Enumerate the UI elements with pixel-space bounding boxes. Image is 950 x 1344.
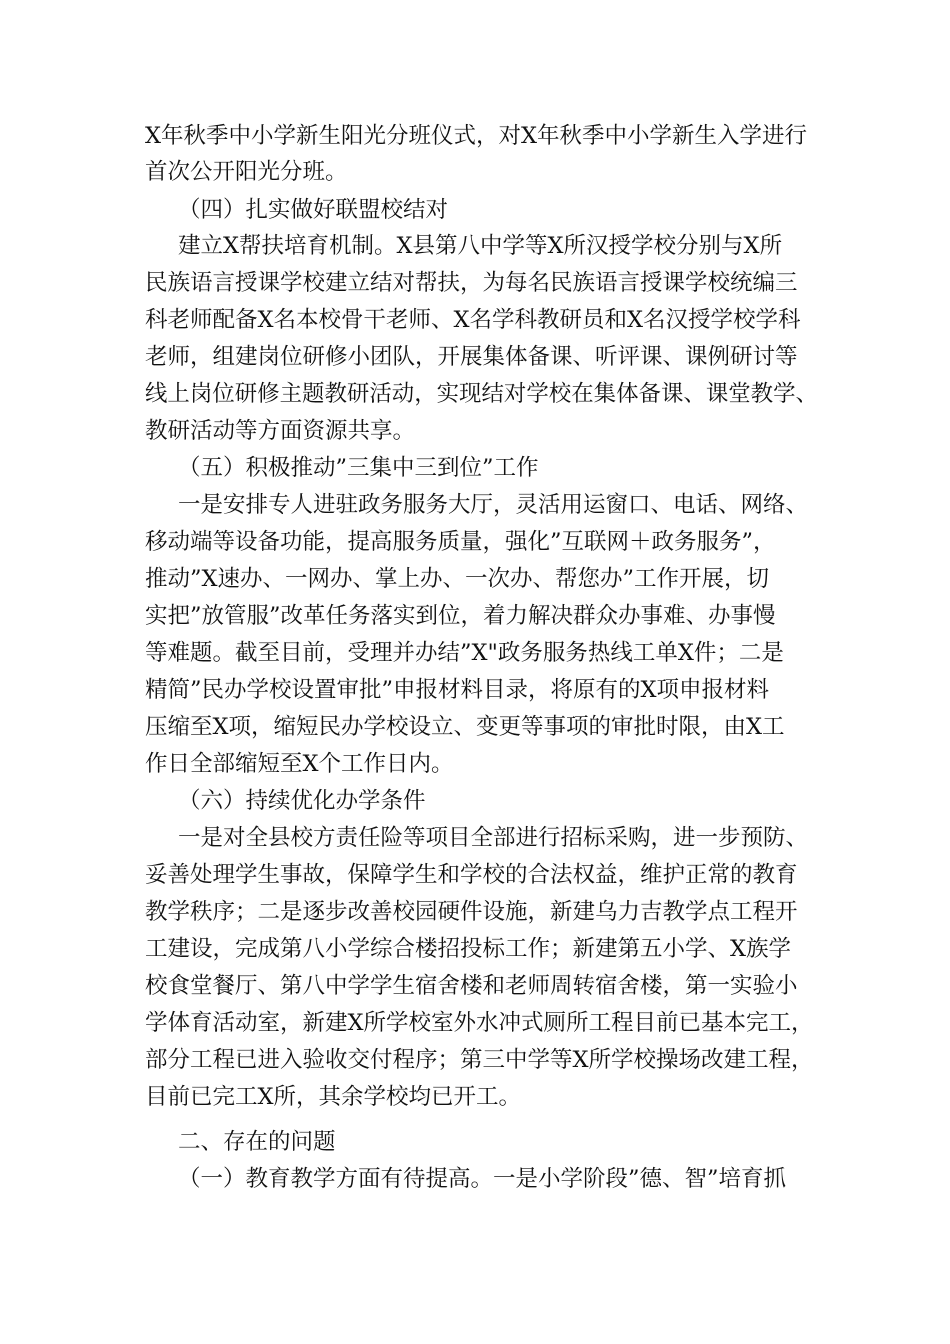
paragraph-line: 一是对全县校方责任险等项目全部进行招标采购，进一步预防、 xyxy=(178,825,809,851)
paragraph-line: 学体育活动室，新建X所学校室外水冲式厕所工程目前已基本完工， xyxy=(145,1010,814,1036)
chapter-heading: 二、存在的问题 xyxy=(178,1129,336,1155)
paragraph-line: 首次公开阳光分班。 xyxy=(145,159,348,185)
paragraph-line: X年秋季中小学新生阳光分班仪式，对X年秋季中小学新生入学进行 xyxy=(145,123,808,149)
paragraph-line: 校食堂餐厅、第八中学学生宿舍楼和老师周转宿舍楼，第一实验小 xyxy=(145,973,798,999)
paragraph-line: 妥善处理学生事故，保障学生和学校的合法权益，维护正常的教育 xyxy=(145,862,798,888)
paragraph-line: 等难题。截至目前，受理并办结”X"政务服务热线工单X件；二是 xyxy=(145,640,784,666)
paragraph-line: 推动”X速办、一网办、掌上办、一次办、帮您办”工作开展，切 xyxy=(145,566,770,592)
paragraph-line: 实把”放管服”改革任务落实到位，着力解决群众办事难、办事慢 xyxy=(145,603,776,629)
paragraph-line: 精简”民办学校设置审批”申报材料目录，将原有的X项申报材料 xyxy=(145,677,770,703)
paragraph-line: 教学秩序；二是逐步改善校园硬件设施，新建乌力吉教学点工程开 xyxy=(145,899,798,925)
section-heading: （六）持续优化办学条件 xyxy=(178,788,426,814)
paragraph-line: 一是安排专人进驻政务服务大厅，灵活用运窗口、电话、网络、 xyxy=(178,492,809,518)
section-heading: （五）积极推动”三集中三到位”工作 xyxy=(178,455,539,481)
paragraph-line: 部分工程已进入验收交付程序；第三中学等X所学校操场改建工程， xyxy=(145,1047,814,1073)
paragraph-line: 压缩至X项，缩短民办学校设立、变更等事项的审批时限，由X工 xyxy=(145,714,785,740)
paragraph-line: 民族语言授课学校建立结对帮扶，为每名民族语言授课学校统编三 xyxy=(145,270,798,296)
paragraph-line: 教研活动等方面资源共享。 xyxy=(145,418,416,444)
paragraph-line: 老师，组建岗位研修小团队，开展集体备课、听评课、课例研讨等 xyxy=(145,344,798,370)
paragraph-line: 科老师配备X名本校骨干老师、X名学科教研员和X名汉授学校学科 xyxy=(145,307,801,333)
paragraph-line: 工建设，完成第八小学综合楼招投标工作；新建第五小学、X族学 xyxy=(145,936,792,962)
paragraph-line: （一）教育教学方面有待提高。一是小学阶段”德、智”培育抓 xyxy=(178,1166,787,1192)
paragraph-line: 建立X帮扶培育机制。X县第八中学等X所汉授学校分别与X所 xyxy=(178,233,783,259)
paragraph-line: 移动端等设备功能，提高服务质量，强化”互联网＋政务服务”， xyxy=(145,529,776,555)
section-heading: （四）扎实做好联盟校结对 xyxy=(178,197,449,223)
paragraph-line: 作日全部缩短至X个工作日内。 xyxy=(145,751,454,777)
paragraph-line: 线上岗位研修主题教研活动，实现结对学校在集体备课、课堂教学、 xyxy=(145,381,818,407)
paragraph-line: 目前已完工X所，其余学校均已开工。 xyxy=(145,1084,522,1110)
